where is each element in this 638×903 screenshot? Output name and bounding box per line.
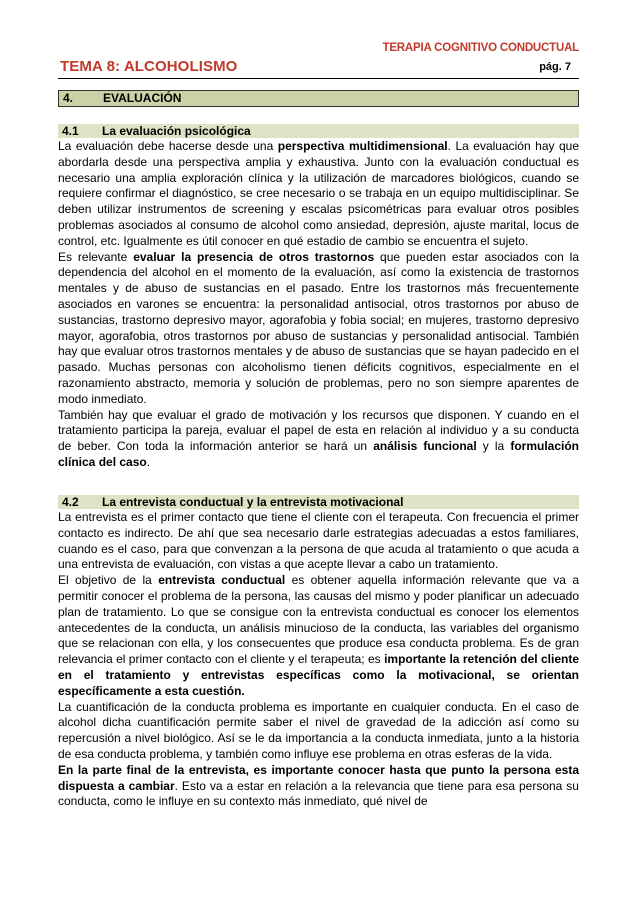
bold-text: En la parte final de la entrevista, es importante conocer hasta que punto la persona esta dispuesta a cambiar — [58, 762, 579, 793]
bold-text: evaluar la presencia de otros trastornos — [133, 249, 375, 264]
subsection-heading-4-2 — [58, 495, 579, 509]
paragraph — [58, 510, 579, 573]
bold-text: entrevista conductual — [158, 573, 286, 588]
text-run: Es relevante — [58, 249, 134, 264]
paragraph — [58, 763, 579, 810]
text-run: y la — [476, 439, 511, 454]
header-subtitle: TERAPIA COGNITIVO CONDUCTUAL — [382, 42, 579, 54]
bold-text: análisis funcional — [373, 439, 477, 454]
bold-text: perspectiva multidimensional — [277, 139, 448, 153]
text-run: que pueden estar asociados con la dependencia del alcohol en el momento de la evaluación, así como la existencia de trastornos mentales y de abuso de sustancias en el pasado. Entre los trastornos más frecuentemente asociados en varones se encuentra: la personalidad antisocial, otros trastornos por abuso de sustancias, trastorno depresivo mayor, agorafobia y fobia social; en mujeres, trastorno depresivo mayor, agorafobia, otros trastornos por abuso de sustancias y personalidad antisocial. También hay que evaluar otros trastornos mentales y de abuso de sustancias que se hayan padecido en el pasado. Muchas personas con alcoholismo tienen déficits cognitivos, especialmente en el razonamiento abstracto, memoria y solución de problemas, pero no son siempre aparentes de modo inmediato. — [58, 249, 580, 406]
paragraph — [58, 139, 579, 250]
text-run: La evaluación debe hacerse desde una — [58, 139, 278, 153]
subsection-number: 4.2 — [62, 495, 79, 509]
paragraph — [58, 573, 579, 699]
section-number: 4. — [63, 91, 74, 105]
header-bar — [58, 58, 579, 79]
document-title: TEMA 8: ALCOHOLISMO — [60, 58, 238, 75]
subsection-number: 4.1 — [62, 124, 79, 138]
paragraph — [58, 408, 579, 471]
text-run: es obtener aquella información relevante que va a permitir conocer el problema de la persona, las causas del mismo y poder planificar un adecuado plan de tratamiento. Lo que se consigue con la entrevista conductual es conocer los elementos antecedentes de la conducta, un análisis minucioso de la conducta, las variables del organismo que se relacionan con ella, y los consecuentes que produce esa conducta problema. Es de gran relevancia el primer contacto con el cliente y el terapeuta; es — [58, 573, 579, 667]
text-run: La cuantificación de la conducta problema es importante en cualquier conducta. En el caso de alcohol dicha cuantificación permite saber el nivel de gravedad de la adicción así como su repercusión a nivel biológico. Así se le da importancia a la conducta inmediata, junto a la historia de esa conducta problema, y también como influye ese problema en otras esferas de la vida. — [58, 699, 579, 761]
subsection-title: La evaluación psicológica — [102, 124, 251, 138]
section-4-1-body — [58, 139, 579, 471]
text-run: La entrevista es el primer contacto que tiene el cliente con el terapeuta. Con frecuencia el primer contacto es indirecto. De ahí que sea necesario darle estrategias adecuadas a estos familiares, cuando es el caso, para que convenzan a la persona de que acuda al tratamiento o que acuda a una entrevista de evaluación, con vistas a que acepte llevar a cabo un tratamiento. — [58, 510, 579, 572]
subsection-title: La entrevista conductual y la entrevista motivacional — [102, 495, 404, 509]
bold-text: importante la retención del cliente en el tratamiento y entrevistas específicas como la motivacional, se orientan específicamente a esta cuestión. — [58, 652, 579, 698]
text-run: También hay que evaluar el grado de motivación y los recursos que disponen. Y cuando en el tratamiento participa la pareja, evaluar el papel de esta en relación al individuo y a su conducta de beber. Con toda la información anterior se hará un — [58, 407, 579, 454]
section-4-2-body — [58, 510, 579, 810]
section-heading — [58, 90, 579, 107]
subsection-heading-4-1 — [58, 124, 579, 138]
section-title: EVALUACIÓN — [103, 91, 182, 105]
paragraph — [58, 250, 579, 408]
paragraph — [58, 700, 579, 763]
text-run: . La evaluación hay que abordarla desde una perspectiva amplia y exhaustiva. Junto con la evaluación conductual es necesario una amplia exploración clínica y la utilización de marcadores biológicos, cuando se requiere confirmar el diagnóstico, se cree necesario o se trabaja en un equipo multidisciplinar. Se deben utilizar instrumentos de screening y escalas psicométricas para evaluar otros posibles problemas asociados al consumo de alcohol como ansiedad, depresión, ajuste marital, locus de control, etc. Igualmente es útil conocer en qué estadio de cambio se encuentra el sujeto. — [58, 139, 579, 248]
page-number: pág. 7 — [539, 61, 571, 73]
text-run: . Esto va a estar en relación a la relevancia que tiene para esa persona su conducta, como le influye en su contexto más inmediato, qué nivel de — [58, 778, 579, 809]
text-run: El objetivo de la — [58, 573, 159, 588]
text-run: . — [146, 454, 151, 469]
bold-text: formulación clínica del caso — [58, 439, 580, 469]
